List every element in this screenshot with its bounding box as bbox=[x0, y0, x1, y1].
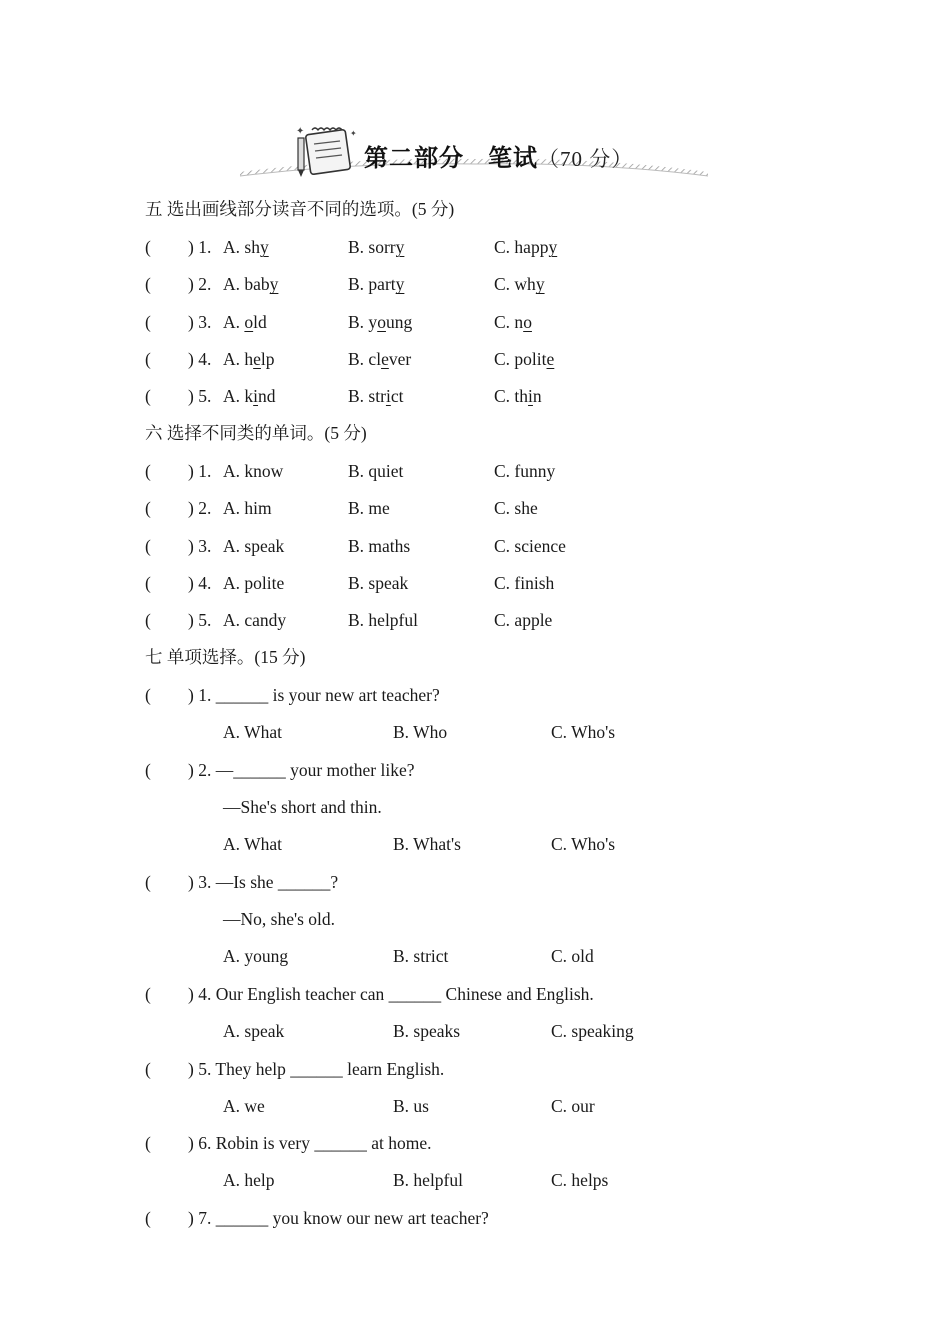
option-b bbox=[348, 273, 404, 295]
answer-paren: ( bbox=[145, 610, 151, 631]
question-number: ) 2. bbox=[188, 498, 212, 519]
underlined-letter: i bbox=[253, 386, 259, 407]
option-text: C. wh bbox=[494, 274, 536, 295]
option-b: B. helpful bbox=[348, 610, 418, 631]
option-a bbox=[223, 311, 267, 333]
option-b: B. us bbox=[393, 1096, 429, 1116]
option-text: B. str bbox=[348, 386, 386, 407]
part-label: 第二部分 bbox=[364, 144, 464, 172]
underlined-letter: o bbox=[244, 311, 254, 332]
underlined-letter: e bbox=[381, 348, 389, 369]
answer-paren: ( bbox=[145, 274, 151, 295]
option-text: A. bbox=[223, 311, 245, 332]
section-7-title: 七 单项选择。(15 分) bbox=[145, 647, 306, 667]
option-a: A. speak bbox=[223, 535, 285, 556]
option-b bbox=[348, 236, 404, 258]
option-text: nd bbox=[258, 386, 276, 407]
option-c: C. apple bbox=[494, 610, 553, 631]
answer-paren: ( bbox=[145, 685, 151, 705]
svg-text:✦: ✦ bbox=[296, 126, 305, 137]
option-c: C. science bbox=[494, 535, 566, 556]
option-c bbox=[494, 385, 542, 407]
underlined-letter: y bbox=[269, 274, 279, 295]
option-text: A. bab bbox=[223, 274, 270, 295]
option-text: A. h bbox=[223, 348, 254, 369]
question-number: ) 4. bbox=[188, 572, 212, 593]
option-b: B. Who bbox=[393, 722, 448, 742]
option-text: ld bbox=[253, 311, 267, 332]
question-number: ) 1. bbox=[188, 461, 212, 481]
option-a bbox=[223, 348, 275, 370]
question-stem: ) 4. Our English teacher can ______ Chinese and English. bbox=[188, 984, 594, 1004]
answer-paren: ( bbox=[145, 984, 151, 1004]
svg-text:✦: ✦ bbox=[350, 129, 357, 138]
answer-paren: ( bbox=[145, 572, 151, 593]
option-text: B. part bbox=[348, 274, 396, 295]
underlined-letter: e bbox=[546, 348, 555, 369]
option-c bbox=[494, 348, 554, 370]
option-text: ct bbox=[390, 386, 404, 407]
dialogue-reply: —No, she's old. bbox=[223, 909, 336, 929]
option-c: C. old bbox=[551, 946, 594, 966]
option-a: A. him bbox=[223, 498, 272, 519]
option-text: A. k bbox=[223, 386, 254, 407]
answer-paren: ( bbox=[145, 760, 151, 780]
part-score: （70 分） bbox=[538, 147, 634, 171]
part-name: 笔试 bbox=[488, 144, 538, 172]
section-banner bbox=[236, 122, 712, 180]
option-c: C. our bbox=[551, 1096, 595, 1116]
section-5-title: 五 选出画线部分读音不同的选项。(5 分) bbox=[145, 199, 455, 219]
option-text: ver bbox=[388, 348, 412, 369]
option-text: C. n bbox=[494, 311, 524, 332]
option-c: C. funny bbox=[494, 461, 556, 481]
answer-paren: ( bbox=[145, 311, 151, 332]
option-b bbox=[348, 311, 412, 333]
underlined-letter: i bbox=[528, 386, 533, 407]
option-text: A. sh bbox=[223, 237, 260, 257]
answer-paren: ( bbox=[145, 1059, 151, 1079]
answer-paren: ( bbox=[145, 1208, 151, 1228]
section-6-title: 六 选择不同类的单词。(5 分) bbox=[145, 423, 367, 443]
question-number: ) 3. bbox=[188, 535, 212, 556]
option-c bbox=[494, 273, 545, 295]
question-stem: ) 3. —Is she ______? bbox=[188, 872, 339, 892]
option-b: B. helpful bbox=[393, 1170, 463, 1190]
underlined-letter: y bbox=[535, 274, 545, 295]
option-a: A. What bbox=[223, 834, 282, 854]
option-text: lp bbox=[260, 348, 275, 369]
option-text: C. happ bbox=[494, 237, 549, 257]
answer-paren: ( bbox=[145, 535, 151, 556]
option-a: A. candy bbox=[223, 610, 287, 631]
answer-paren: ( bbox=[145, 872, 151, 892]
option-text: B. sorr bbox=[348, 237, 396, 257]
answer-paren: ( bbox=[145, 498, 151, 519]
option-b: B. strict bbox=[393, 946, 449, 966]
option-text: B. y bbox=[348, 311, 378, 332]
option-a: A. young bbox=[223, 946, 289, 966]
option-c: C. speaking bbox=[551, 1021, 634, 1041]
option-a: A. What bbox=[223, 722, 282, 742]
option-a bbox=[223, 273, 278, 295]
option-b bbox=[348, 348, 411, 370]
option-b: B. maths bbox=[348, 535, 411, 556]
option-c: C. helps bbox=[551, 1170, 609, 1190]
question-number: ) 3. bbox=[188, 311, 212, 332]
option-c: C. finish bbox=[494, 572, 555, 593]
question-stem: ) 2. —______ your mother like? bbox=[188, 760, 415, 780]
option-b: B. quiet bbox=[348, 461, 404, 481]
question-number: ) 2. bbox=[188, 274, 212, 295]
option-c: C. she bbox=[494, 498, 538, 519]
underlined-letter: i bbox=[385, 386, 391, 407]
option-c bbox=[494, 311, 532, 333]
question-stem: ) 6. Robin is very ______ at home. bbox=[188, 1133, 432, 1153]
underlined-letter: y bbox=[259, 237, 269, 257]
option-a: A. speak bbox=[223, 1021, 285, 1041]
answer-paren: ( bbox=[145, 1133, 151, 1153]
option-text: C. th bbox=[494, 386, 529, 407]
question-number: ) 1. bbox=[188, 237, 212, 257]
option-a bbox=[223, 236, 269, 258]
option-b: B. What's bbox=[393, 834, 461, 854]
option-a: A. polite bbox=[223, 572, 285, 593]
question-number: ) 5. bbox=[188, 386, 212, 407]
underlined-letter: o bbox=[523, 311, 532, 332]
question-stem: ) 1. ______ is your new art teacher? bbox=[188, 685, 440, 705]
underlined-letter: y bbox=[395, 237, 405, 257]
question-stem: ) 7. ______ you know our new art teacher? bbox=[188, 1208, 489, 1228]
option-a: A. know bbox=[223, 461, 284, 481]
option-text: B. cl bbox=[348, 348, 382, 369]
option-c bbox=[494, 236, 557, 258]
banner-title bbox=[364, 138, 633, 173]
question-stem: ) 5. They help ______ learn English. bbox=[188, 1059, 445, 1079]
question-number: ) 5. bbox=[188, 610, 212, 631]
option-text: ung bbox=[385, 311, 413, 332]
option-b: B. speak bbox=[348, 572, 409, 593]
answer-paren: ( bbox=[145, 386, 151, 407]
dialogue-reply: —She's short and thin. bbox=[223, 797, 382, 817]
option-c: C. Who's bbox=[551, 834, 616, 854]
underlined-letter: y bbox=[548, 237, 558, 257]
option-b: B. speaks bbox=[393, 1021, 461, 1041]
answer-paren: ( bbox=[145, 461, 151, 481]
option-a: A. help bbox=[223, 1170, 275, 1190]
underlined-letter: o bbox=[377, 311, 386, 332]
underlined-letter: y bbox=[395, 274, 405, 295]
option-text: n bbox=[532, 386, 542, 407]
option-a bbox=[223, 385, 276, 407]
option-b bbox=[348, 385, 403, 407]
underlined-letter: e bbox=[253, 348, 261, 369]
option-text: C. polit bbox=[494, 348, 547, 369]
option-b: B. me bbox=[348, 498, 390, 519]
option-c: C. Who's bbox=[551, 722, 616, 742]
answer-paren: ( bbox=[145, 348, 151, 369]
question-number: ) 4. bbox=[188, 348, 212, 369]
option-a: A. we bbox=[223, 1096, 265, 1116]
answer-paren: ( bbox=[145, 237, 151, 257]
